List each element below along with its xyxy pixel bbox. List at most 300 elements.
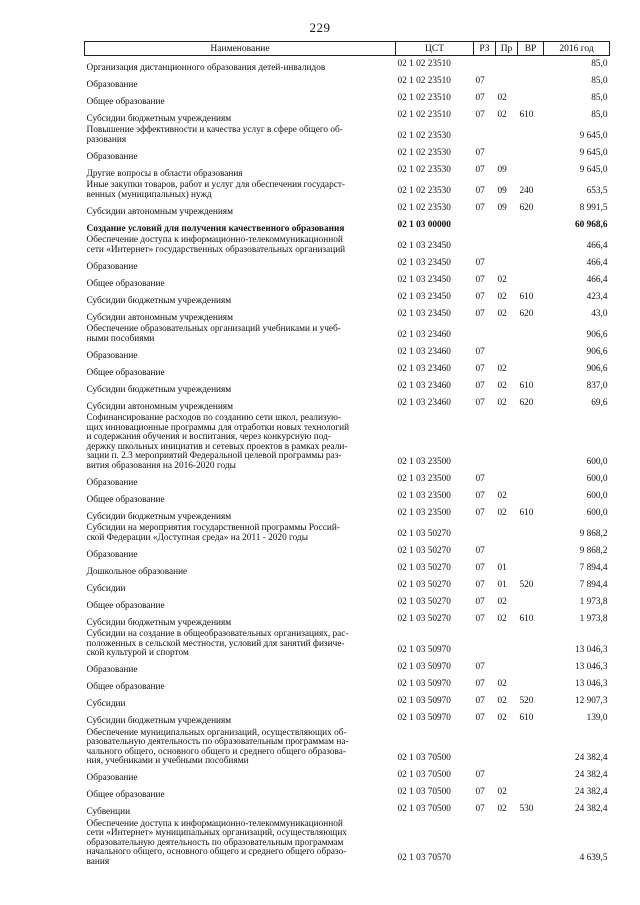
row-pr: 09: [497, 165, 507, 175]
table-row: [85, 217, 610, 234]
row-name: [85, 818, 396, 868]
row-name-line: сети «Интернет» государственных образовательных организаций: [86, 244, 346, 255]
table-row: [85, 801, 610, 818]
row-rz: 07: [475, 309, 485, 319]
row-vr: 520: [519, 580, 534, 590]
row-amount: 466,4: [586, 275, 608, 285]
row-cst: 02 1 02 23530: [397, 131, 451, 141]
row-pr: [496, 471, 518, 488]
row-name-line: начального общего, основного общего и среднего общего образо-: [86, 847, 347, 857]
row-cst: 02 1 03 23450: [397, 275, 451, 285]
row-amount: 7 894,4: [579, 580, 608, 590]
row-pr: 02: [497, 803, 507, 814]
row-pr: 02: [497, 508, 507, 518]
table-row: [85, 784, 610, 801]
row-cst: 02 1 03 23460: [397, 330, 451, 340]
row-pr: 02: [497, 398, 507, 408]
row-pr: 02: [497, 786, 507, 797]
row-cst: 02 1 03 23450: [397, 258, 451, 268]
row-name: Другие вопросы в области образования: [86, 168, 243, 179]
table-row: [85, 361, 610, 378]
row-amount: 1 973,8: [579, 614, 608, 624]
row-name: Образование: [86, 549, 138, 560]
row-rz: [474, 124, 496, 145]
row-vr: [518, 323, 544, 344]
row-name: Образование: [86, 151, 138, 162]
table-row: [85, 818, 610, 868]
row-cst: 02 1 03 50270: [397, 529, 451, 539]
row-name-line: Обеспечение муниципальных организаций, осуществляющих об-: [86, 727, 347, 738]
row-name-line: зации п. 2.3 мероприятий Федеральной целевой программы раз-: [86, 451, 342, 461]
budget-table: [84, 41, 610, 867]
row-name-line: положенных в сельской местности, условий для занятий физиче-: [86, 638, 345, 649]
row-name-line: Субсидии на мероприятия государственной программы Россий-: [86, 523, 340, 533]
table-row: [85, 395, 610, 412]
row-name-line: разования: [86, 134, 127, 145]
row-amount: 600,0: [586, 508, 608, 518]
header-name: Наименование: [85, 42, 396, 56]
row-name-line: Субсидии на создание в общеобразовательных организациях, рас-: [86, 629, 349, 639]
row-rz: 07: [475, 769, 485, 780]
row-pr: 02: [497, 491, 507, 501]
row-vr: [518, 217, 544, 234]
table-row: [85, 505, 610, 522]
row-name: Общее образование: [86, 367, 165, 378]
row-name: Общее образование: [86, 790, 165, 800]
row-cst: 02 1 02 23530: [397, 165, 451, 175]
row-pr: [496, 412, 518, 471]
row-cst: 02 1 02 23530: [397, 203, 451, 213]
row-cst: 02 1 03 23500: [397, 491, 451, 501]
row-name-line: Обеспечение образовательных организаций учебниками и учеб-: [86, 324, 341, 334]
row-name: Субсидии: [86, 699, 126, 709]
row-name: Субсидии автономным учреждениям: [86, 401, 233, 412]
row-amount: 69,6: [591, 398, 608, 408]
row-cst: 02 1 03 50970: [397, 678, 451, 689]
row-pr: 09: [497, 186, 507, 196]
table-row: [85, 56, 610, 74]
row-cst: 02 1 03 50270: [397, 580, 451, 590]
row-rz: 07: [475, 398, 485, 408]
row-vr: [518, 488, 544, 505]
row-cst: 02 1 03 50970: [397, 644, 451, 655]
row-name: Общее образование: [86, 600, 165, 611]
row-name-line: вития образования на 2016-2020 годы: [86, 460, 236, 471]
row-amount: 9 868,2: [579, 546, 608, 556]
row-amount: 906,6: [586, 364, 608, 374]
row-name: [85, 323, 396, 344]
table-row: [85, 162, 610, 179]
row-rz: 07: [475, 803, 485, 814]
row-cst: 02 1 03 50970: [397, 695, 451, 706]
page-number: 229: [309, 20, 331, 35]
row-amount: 600,0: [586, 491, 608, 501]
row-rz: 07: [475, 110, 485, 120]
row-amount: 906,6: [586, 330, 608, 340]
row-name-line: Обеспечение доступа к информационно-телекоммуникационной: [86, 818, 343, 829]
row-rz: 07: [475, 546, 485, 556]
row-vr: [518, 543, 544, 560]
table-row: [85, 272, 610, 289]
row-rz: 07: [475, 93, 485, 103]
row-vr: [518, 56, 544, 74]
row-vr: [518, 522, 544, 543]
table-row: [85, 710, 610, 727]
row-name: Субсидии бюджетным учреждениям: [86, 617, 232, 628]
row-cst: 02 1 03 23500: [397, 508, 451, 518]
row-name: Образование: [86, 477, 138, 488]
row-name: Создание условий для получения качественного образования: [86, 223, 345, 234]
row-vr: 620: [519, 309, 534, 319]
row-name: Общее образование: [86, 278, 165, 289]
row-vr: [518, 234, 544, 255]
row-rz: 07: [475, 381, 485, 391]
row-amount: 85,0: [591, 59, 608, 69]
row-cst: 02 1 03 23500: [397, 457, 451, 467]
row-vr: 620: [519, 203, 534, 213]
row-amount: 24 382,4: [574, 786, 608, 797]
row-pr: [496, 73, 518, 90]
row-amount: 9 868,2: [579, 529, 608, 539]
row-vr: 620: [519, 398, 534, 408]
row-amount: 12 907,3: [574, 695, 608, 706]
row-cst: 02 1 03 23450: [397, 292, 451, 302]
row-pr: [496, 323, 518, 344]
row-cst: 02 1 02 23510: [397, 76, 451, 86]
row-amount: 4 639,5: [579, 853, 608, 863]
row-cst: 02 1 03 23450: [397, 241, 451, 251]
row-name: Образование: [86, 79, 138, 90]
table-row: [85, 676, 610, 693]
row-name: [85, 124, 396, 145]
row-rz: 07: [475, 786, 485, 797]
row-name: Общее образование: [86, 682, 165, 692]
row-name-line: ния, учебниками и учебными пособиями: [86, 756, 249, 766]
row-rz: [474, 522, 496, 543]
row-name: Субсидии бюджетным учреждениям: [86, 295, 232, 306]
row-pr: 02: [497, 364, 507, 374]
row-pr: 02: [497, 292, 507, 302]
row-amount: 1 973,8: [579, 597, 608, 607]
table-row: [85, 124, 610, 145]
row-pr: 02: [497, 695, 507, 706]
row-name-line: разовательную деятельность по образовательным программам на-: [86, 737, 349, 747]
row-cst: 02 1 03 23500: [397, 474, 451, 484]
row-pr: 02: [497, 678, 507, 689]
row-pr: [496, 255, 518, 272]
row-rz: 07: [475, 580, 485, 590]
row-pr: [496, 659, 518, 676]
table-row: [85, 289, 610, 306]
row-rz: [474, 234, 496, 255]
row-pr: [496, 217, 518, 234]
row-name-line: сети «Интернет» муниципальных организаций, осуществляющих: [86, 828, 347, 838]
row-vr: 240: [519, 186, 534, 196]
row-pr: [496, 767, 518, 784]
row-name: [85, 412, 396, 471]
row-amount: 9 645,0: [579, 148, 608, 158]
row-name-line: Повышение эффективности и качества услуг в сфере общего об-: [86, 125, 343, 135]
row-cst: 02 1 02 23530: [397, 148, 451, 158]
row-name-line: вания: [86, 856, 110, 867]
row-amount: 43,0: [591, 309, 608, 319]
row-rz: [474, 727, 496, 767]
row-rz: 07: [475, 165, 485, 175]
row-vr: [518, 818, 544, 868]
table-row: [85, 488, 610, 505]
row-cst: 02 1 03 50970: [397, 661, 451, 672]
row-vr: [518, 784, 544, 801]
row-cst: 02 1 03 70500: [397, 752, 451, 763]
row-rz: 07: [475, 491, 485, 501]
row-cst: 02 1 03 23450: [397, 309, 451, 319]
row-vr: [518, 412, 544, 471]
row-pr: [496, 234, 518, 255]
row-amount: 60 968,6: [574, 220, 608, 230]
row-cst: 02 1 02 23510: [397, 110, 451, 120]
header-cst: ЦСТ: [396, 42, 474, 56]
row-pr: 01: [497, 580, 507, 590]
row-rz: 07: [475, 508, 485, 518]
row-amount: 8 991,5: [579, 203, 608, 213]
table-row: [85, 255, 610, 272]
row-name: [85, 522, 396, 543]
row-pr: [496, 522, 518, 543]
row-pr: 09: [497, 203, 507, 213]
row-rz: 07: [475, 275, 485, 285]
table-row: [85, 179, 610, 200]
row-cst: 02 1 03 00000: [397, 220, 451, 230]
row-cst: 02 1 03 70500: [397, 803, 451, 814]
row-pr: 02: [497, 597, 507, 607]
row-rz: 07: [475, 712, 485, 723]
row-vr: [518, 361, 544, 378]
row-vr: 610: [519, 508, 534, 518]
row-pr: [496, 124, 518, 145]
row-name-line: ными пособиями: [86, 333, 155, 344]
row-pr: [496, 543, 518, 560]
row-amount: 24 382,4: [574, 803, 608, 814]
row-amount: 9 645,0: [579, 165, 608, 175]
table-row: [85, 107, 610, 124]
row-amount: 85,0: [591, 76, 608, 86]
table-row: [85, 73, 610, 90]
row-amount: 85,0: [591, 93, 608, 103]
row-rz: [474, 217, 496, 234]
row-pr: [496, 56, 518, 74]
row-rz: 07: [475, 364, 485, 374]
row-name-line: Софинансирование расходов по созданию сети школ, реализую-: [86, 413, 342, 423]
row-cst: 02 1 03 23460: [397, 364, 451, 374]
table-row: [85, 145, 610, 162]
row-name-line: образовательную деятельность по образовательным программам: [86, 837, 344, 848]
row-amount: 24 382,4: [574, 769, 608, 780]
row-amount: 423,4: [586, 292, 608, 302]
row-pr: 01: [497, 563, 507, 573]
row-name: Субсидии автономным учреждениям: [86, 206, 233, 217]
row-vr: 610: [519, 712, 534, 723]
row-name: Субсидии бюджетным учреждениям: [86, 113, 232, 124]
row-vr: [518, 73, 544, 90]
row-amount: 85,0: [591, 110, 608, 120]
row-name: Общее образование: [86, 494, 165, 505]
row-cst: 02 1 03 23460: [397, 347, 451, 357]
row-pr: [496, 344, 518, 361]
row-vr: 610: [519, 292, 534, 302]
table-row: [85, 200, 610, 217]
row-amount: 466,4: [586, 241, 608, 251]
row-name-line: ской культурой и спортом: [86, 648, 189, 658]
row-rz: [474, 412, 496, 471]
row-name-line: держку школьных инициатив и сетевых проектов в рамках реали-: [86, 441, 348, 452]
table-row: [85, 412, 610, 471]
table-row: [85, 323, 610, 344]
row-cst: 02 1 03 70500: [397, 769, 451, 780]
row-vr: [518, 628, 544, 659]
table-row: [85, 727, 610, 767]
row-pr: 02: [497, 614, 507, 624]
row-rz: [474, 818, 496, 868]
row-name: Образование: [86, 665, 138, 675]
row-cst: 02 1 03 23460: [397, 398, 451, 408]
row-name: [85, 628, 396, 659]
table-row: [85, 560, 610, 577]
row-rz: 07: [475, 258, 485, 268]
row-rz: 07: [475, 148, 485, 158]
row-vr: 610: [519, 614, 534, 624]
row-cst: 02 1 02 23510: [397, 93, 451, 103]
table-row: [85, 693, 610, 710]
row-name-line: Обеспечение доступа к информационно-телекоммуникационной: [86, 235, 343, 245]
row-name-line: чального общего, основного общего и среднего общего образова-: [86, 746, 346, 757]
row-rz: 07: [475, 474, 485, 484]
row-vr: 610: [519, 110, 534, 120]
row-amount: 7 894,4: [579, 563, 608, 573]
row-amount: 600,0: [586, 457, 608, 467]
table-row: [85, 90, 610, 107]
row-name: Субсидии бюджетным учреждениям: [86, 511, 232, 522]
row-name: [85, 179, 396, 200]
row-amount: 13 046,3: [574, 678, 608, 689]
row-vr: 610: [519, 381, 534, 391]
row-name: Образование: [86, 350, 138, 361]
table-row: [85, 543, 610, 560]
row-name: [85, 727, 396, 767]
row-name: Общее образование: [86, 96, 165, 107]
row-name: Дошкольное образование: [86, 566, 188, 577]
row-pr: [496, 145, 518, 162]
row-amount: 13 046,3: [574, 661, 608, 672]
table-row: [85, 659, 610, 676]
row-cst: 02 1 03 23460: [397, 381, 451, 391]
header-rz: РЗ: [474, 42, 496, 56]
row-name: Субвенции: [86, 807, 131, 817]
row-cst: 02 1 02 23510: [397, 59, 451, 69]
table-row: [85, 628, 610, 659]
row-rz: [474, 323, 496, 344]
table-row: [85, 378, 610, 395]
row-pr: 02: [497, 309, 507, 319]
row-rz: 07: [475, 347, 485, 357]
row-vr: [518, 471, 544, 488]
row-rz: 07: [475, 678, 485, 689]
row-vr: [518, 727, 544, 767]
row-amount: 139,0: [586, 712, 608, 723]
row-amount: 466,4: [586, 258, 608, 268]
table-row: [85, 767, 610, 784]
row-amount: 906,6: [586, 347, 608, 357]
row-rz: 07: [475, 563, 485, 573]
row-cst: 02 1 03 50270: [397, 546, 451, 556]
row-rz: 07: [475, 203, 485, 213]
row-name: Субсидии автономным учреждениям: [86, 312, 233, 323]
row-name-line: венных (муниципальных) нужд: [86, 189, 212, 200]
row-rz: 07: [475, 292, 485, 302]
row-rz: [474, 56, 496, 74]
header-pr: Пр: [496, 42, 518, 56]
row-vr: [518, 272, 544, 289]
row-rz: 07: [475, 614, 485, 624]
row-name: Субсидии бюджетным учреждениям: [86, 384, 232, 395]
row-vr: 520: [519, 695, 534, 706]
row-pr: 02: [497, 275, 507, 285]
row-vr: [518, 659, 544, 676]
row-rz: 07: [475, 597, 485, 607]
row-amount: 9 645,0: [579, 131, 608, 141]
table-row: [85, 577, 610, 594]
table-row: [85, 306, 610, 323]
row-name-line: Иные закупки товаров, работ и услуг для обеспечения государст-: [86, 180, 345, 190]
table-row: [85, 344, 610, 361]
row-vr: [518, 255, 544, 272]
row-rz: 07: [475, 186, 485, 196]
row-name-line: и содержания обучения и воспитания, через конкурсную под-: [86, 432, 331, 442]
row-vr: [518, 124, 544, 145]
row-name: Субсидии: [86, 583, 126, 594]
row-vr: [518, 676, 544, 693]
row-pr: 02: [497, 110, 507, 120]
table-row: [85, 594, 610, 611]
row-vr: [518, 145, 544, 162]
row-cst: 02 1 03 50270: [397, 563, 451, 573]
header-vr: ВР: [518, 42, 544, 56]
row-rz: 07: [475, 661, 485, 672]
row-vr: [518, 594, 544, 611]
row-vr: [518, 162, 544, 179]
row-amount: 600,0: [586, 474, 608, 484]
row-vr: [518, 767, 544, 784]
row-rz: 07: [475, 76, 485, 86]
table-row: [85, 611, 610, 628]
table-header-row: [85, 42, 610, 56]
row-amount: 653,5: [586, 186, 608, 196]
row-name: Образование: [86, 261, 138, 272]
table-row: [85, 522, 610, 543]
row-amount: 13 046,3: [574, 644, 608, 655]
table-body: [85, 56, 610, 868]
row-cst: 02 1 03 70570: [397, 853, 451, 863]
row-cst: 02 1 03 70500: [397, 786, 451, 797]
table-row: [85, 234, 610, 255]
row-vr: [518, 560, 544, 577]
table-row: [85, 471, 610, 488]
row-pr: 02: [497, 93, 507, 103]
row-amount: 24 382,4: [574, 752, 608, 763]
row-vr: [518, 344, 544, 361]
row-cst: 02 1 02 23530: [397, 186, 451, 196]
row-cst: 02 1 03 50970: [397, 712, 451, 723]
row-cst: 02 1 03 50270: [397, 597, 451, 607]
